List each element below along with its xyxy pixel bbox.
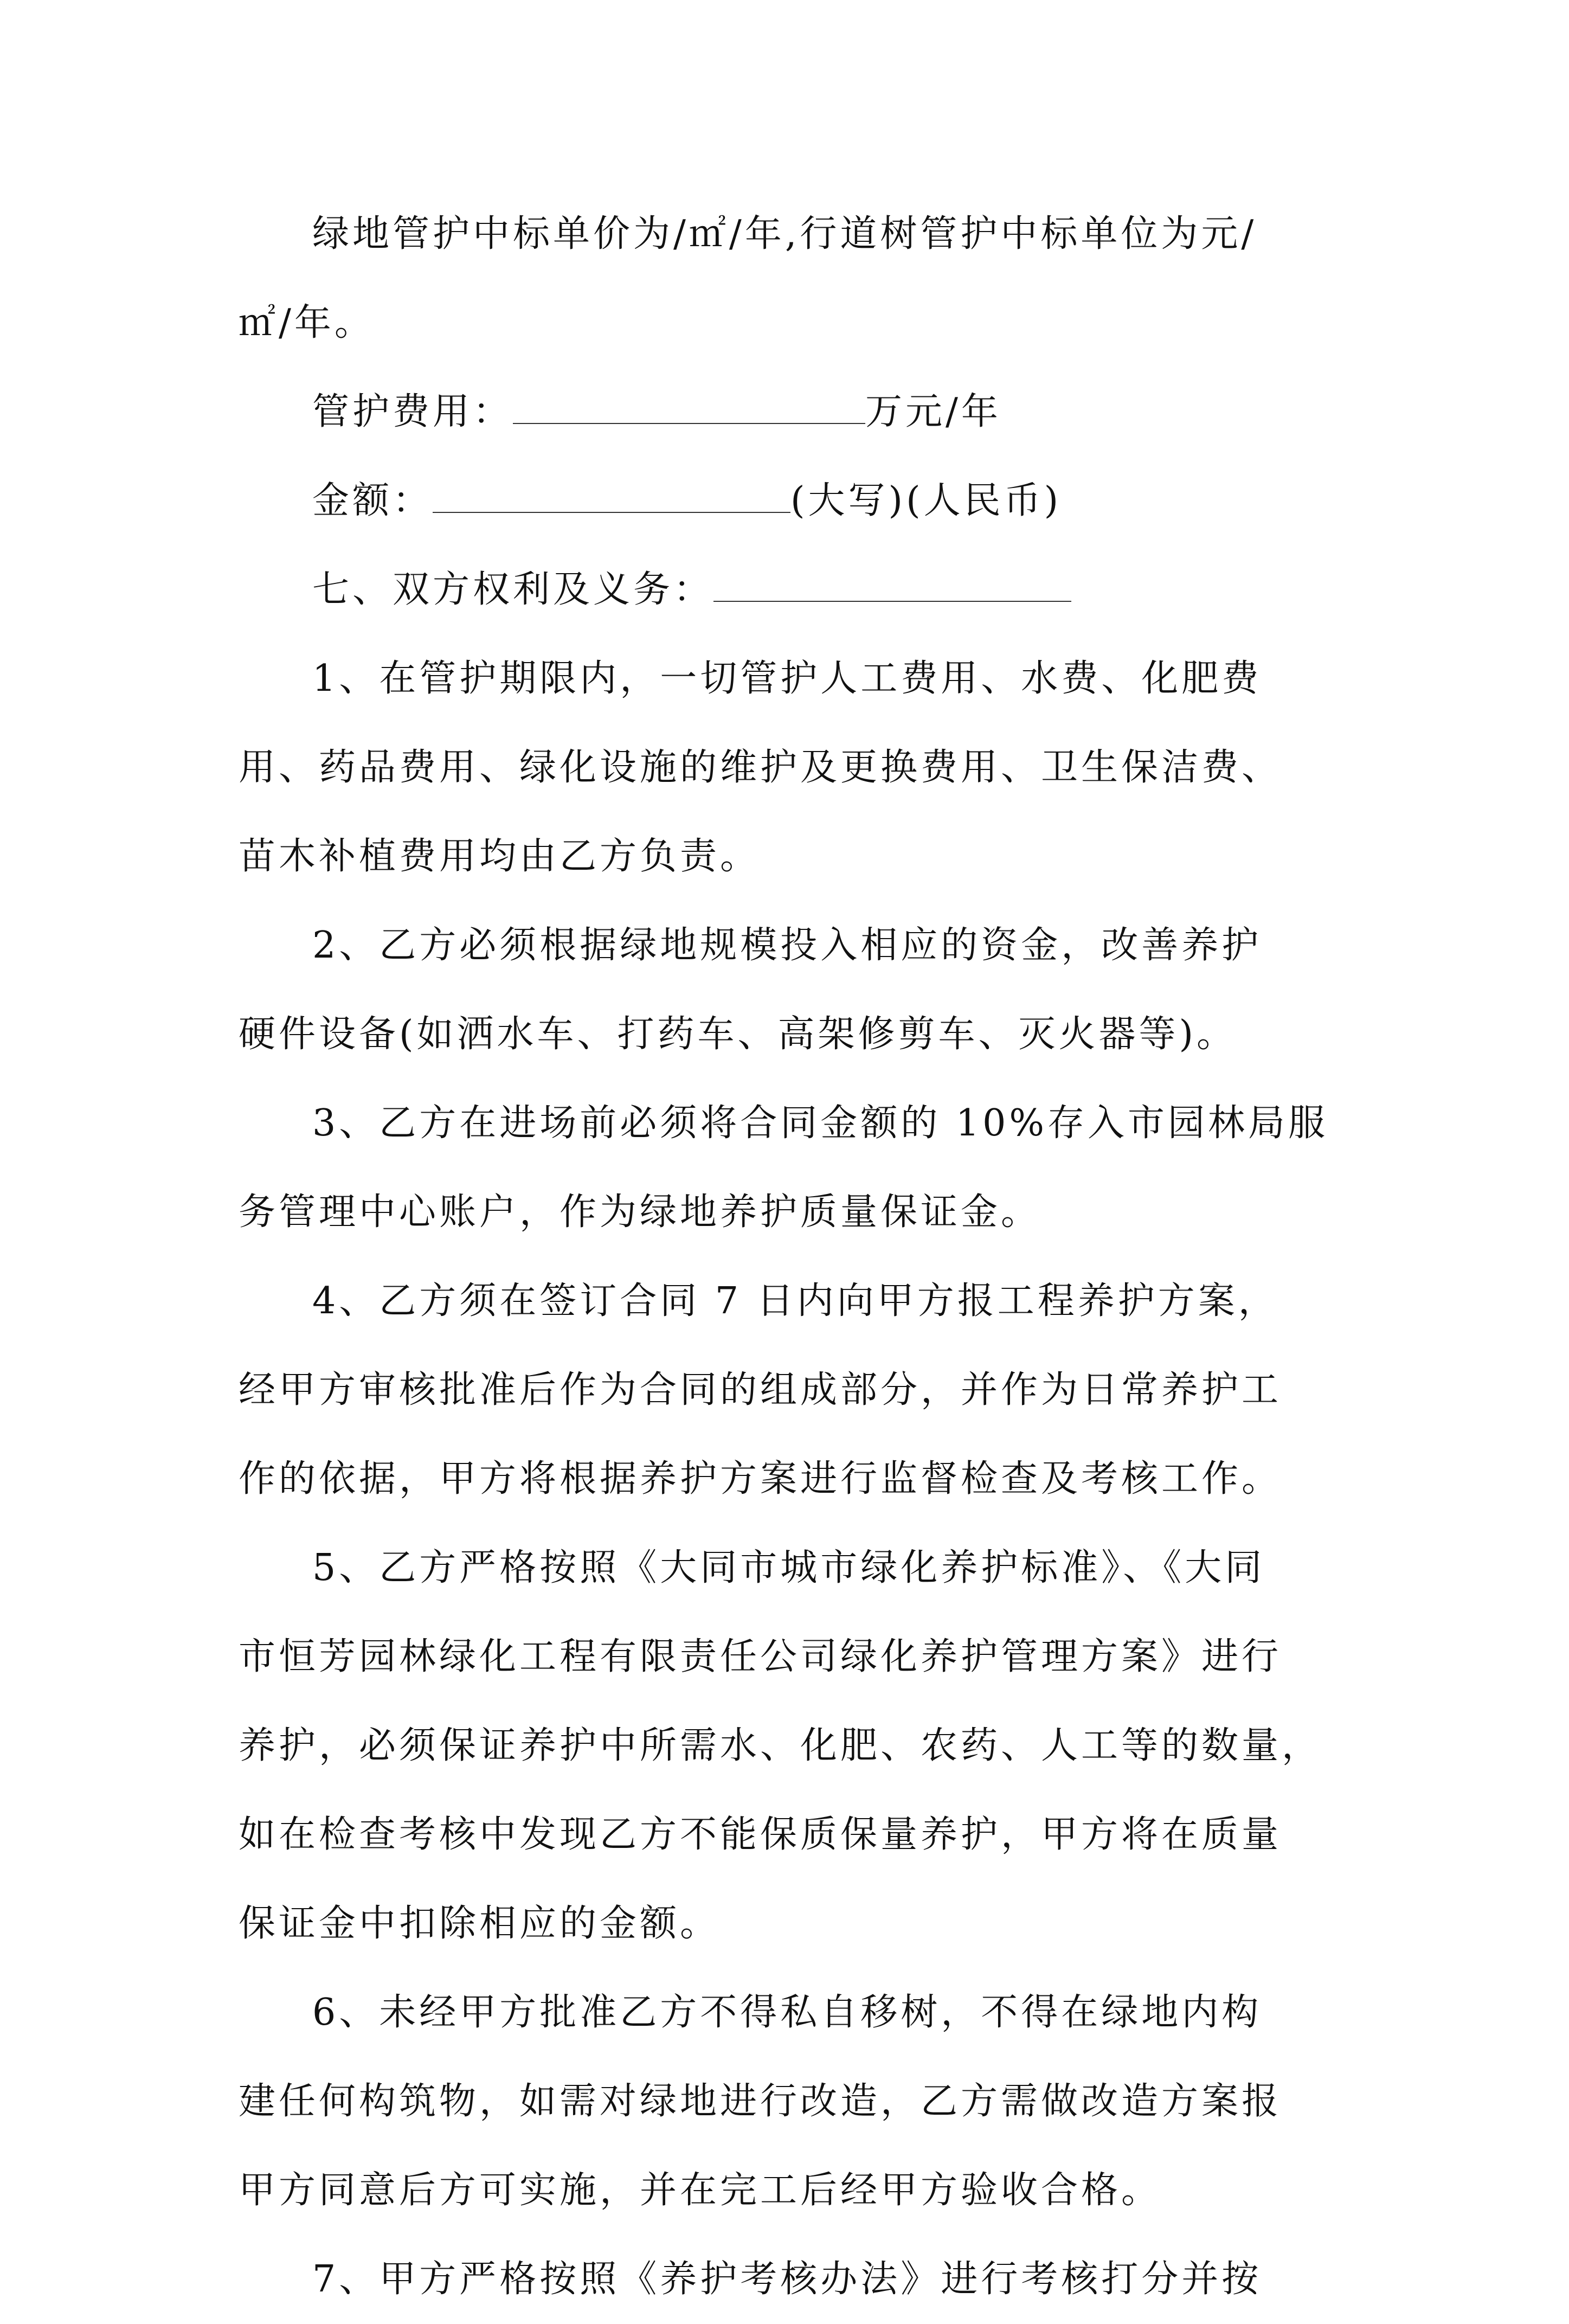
amount-label: 金额： (312, 479, 433, 522)
item-3-paragraph (239, 1079, 1334, 1257)
item-1-line-3: 苗木补植费用均由乙方负责。 (239, 835, 761, 878)
item-3-line-2: 务管理中心账户，作为绿地养护质量保证金。 (239, 1191, 1041, 1234)
unit-price-line-2: ㎡/年。 (239, 301, 375, 344)
contract-body (239, 190, 1334, 2324)
fee-label: 管护费用： (312, 390, 513, 433)
fee-suffix: 万元/年 (865, 390, 1001, 433)
item-4-line-1: 4、乙方须在签订合同 7 日内向甲方报工程养护方案， (312, 1280, 1278, 1323)
item-5-paragraph (239, 1524, 1334, 1968)
item-4-line-2: 经甲方审核批准后作为合同的组成部分，并作为日常养护工 (239, 1369, 1282, 1411)
item-6-line-2: 建任何构筑物，如需对绿地进行改造，乙方需做改造方案报 (239, 2080, 1282, 2123)
rights-heading-line (239, 545, 1334, 634)
item-5-line-5: 保证金中扣除相应的金额。 (239, 1902, 721, 1945)
item-7-paragraph (239, 2235, 1334, 2324)
fee-paragraph (239, 368, 1334, 457)
item-2-line-2: 硬件设备(如洒水车、打药车、高架修剪车、灭火器等)。 (239, 1013, 1237, 1056)
amount-line (239, 457, 1334, 545)
item-6-line-1: 6、未经甲方批准乙方不得私自移树，不得在绿地内构 (312, 1991, 1262, 2034)
amount-suffix: (大写)(人民币) (790, 479, 1062, 522)
item-5-line-3: 养护，必须保证养护中所需水、化肥、农药、人工等的数量， (239, 1724, 1322, 1767)
fee-line (239, 368, 1334, 457)
item-1-line-1: 1、在管护期限内，一切管护人工费用、水费、化肥费 (312, 657, 1262, 700)
item-7-line-1: 7、甲方严格按照《养护考核办法》进行考核打分并按 (312, 2258, 1262, 2301)
unit-price-paragraph (239, 190, 1334, 368)
item-4-line-3: 作的依据，甲方将根据养护方案进行监督检查及考核工作。 (239, 1458, 1282, 1500)
item-4-paragraph (239, 1257, 1334, 1524)
item-3-line-1: 3、乙方在进场前必须将合同金额的 10%存入市园林局服 (312, 1102, 1329, 1145)
item-5-line-2: 市恒芳园林绿化工程有限责任公司绿化养护管理方案》进行 (239, 1635, 1282, 1678)
rights-heading-paragraph (239, 545, 1334, 634)
rights-blank (713, 574, 1071, 602)
item-6-paragraph (239, 1968, 1334, 2235)
amount-paragraph (239, 457, 1334, 545)
item-1-paragraph (239, 634, 1334, 901)
unit-price-line-1: 绿地管护中标单价为/㎡/年,行道树管护中标单位为元/ (312, 213, 1257, 255)
item-2-line-1: 2、乙方必须根据绿地规模投入相应的资金，改善养护 (312, 924, 1262, 967)
amount-blank (433, 485, 790, 513)
fee-blank (513, 396, 865, 424)
item-5-line-1: 5、乙方严格按照《大同市城市绿化养护标准》、《大同 (312, 1546, 1265, 1589)
item-5-line-4: 如在检查考核中发现乙方不能保质保量养护，甲方将在质量 (239, 1813, 1282, 1856)
item-1-line-2: 用、药品费用、绿化设施的维护及更换费用、卫生保洁费、 (239, 746, 1282, 789)
item-6-line-3: 甲方同意后方可实施，并在完工后经甲方验收合格。 (239, 2169, 1162, 2212)
item-2-paragraph (239, 901, 1334, 1079)
rights-heading-label: 七、双方权利及义务： (312, 568, 714, 611)
